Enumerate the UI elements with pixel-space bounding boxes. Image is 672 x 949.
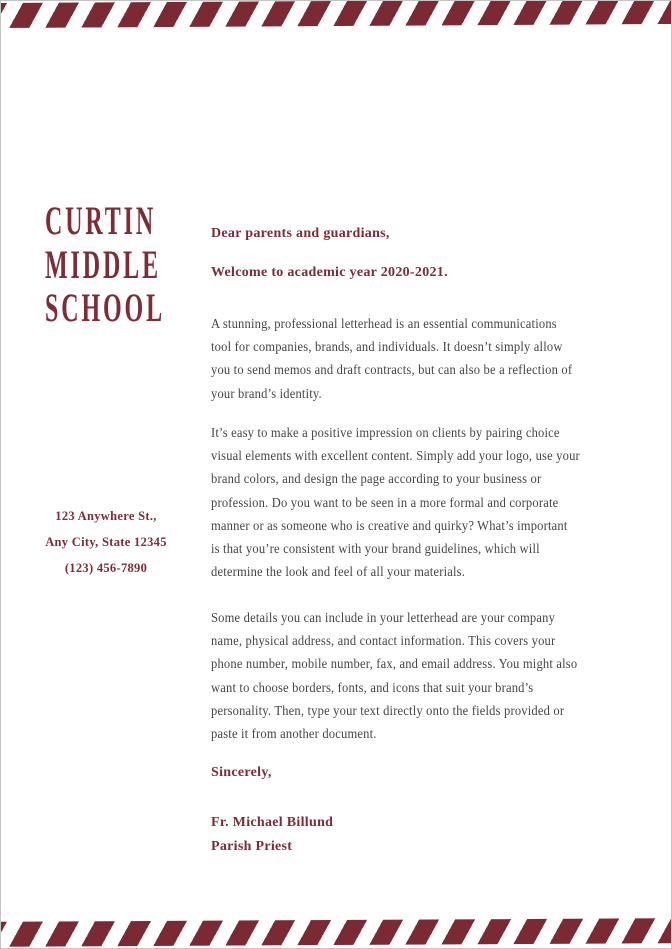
body-paragraph-1 — [211, 312, 572, 405]
logo-line-3: SCHOOL — [45, 285, 165, 330]
closing: Sincerely, — [211, 765, 272, 780]
body-line: Some details you can include in your letterhead are your company — [211, 610, 556, 625]
contact-address-block — [17, 503, 195, 581]
phone-number: (123) 456-7890 — [64, 561, 148, 575]
body-line: paste it from another document. — [211, 726, 377, 742]
body-line: is that you’re consistent with your brand guidelines, which will — [211, 541, 540, 557]
body-line: want to choose borders, fonts, and icons that suit your brand’s — [211, 679, 534, 695]
body-line: you to send memos and draft contracts, but can also be a reflection of — [211, 362, 573, 378]
body-line: brand colors, and design the page according to your business or — [211, 471, 542, 487]
signature-title: Parish Priest — [211, 839, 293, 854]
body-paragraph-2 — [211, 421, 580, 583]
body-line: determine the look and feel of all your materials. — [211, 564, 466, 580]
street-address: 123 Anywhere St., — [55, 509, 157, 523]
signature-name: Fr. Michael Billund — [211, 815, 334, 830]
logo-line-1: CURTIN — [45, 198, 157, 243]
body-line: visual elements with excellent content. Simply add your logo, use your — [211, 448, 580, 464]
body-line: profession. Do you want to be seen in a more formal and corporate — [211, 494, 559, 510]
body-line: phone number, mobile number, fax, and email address. You might also — [211, 656, 578, 672]
subject-line: Welcome to academic year 2020-2021. — [211, 265, 448, 280]
salutation: Dear parents and guardians, — [211, 226, 390, 241]
body-line: manner or as someone who is creative and quirky? What’s important — [211, 517, 568, 533]
body-line: your brand’s identity. — [211, 385, 322, 401]
logo-line-2: MIDDLE — [45, 241, 161, 287]
letter-body — [211, 1, 631, 948]
body-line: A stunning, professional letterhead is an essential communications — [211, 316, 557, 331]
body-line: It’s easy to make a positive impression on clients by pairing choice — [211, 425, 560, 440]
city-state-zip: Any City, State 12345 — [45, 535, 167, 549]
body-line: name, physical address, and contact information. This covers your — [211, 633, 556, 649]
body-line: personality. Then, type your text directly onto the fields provided or — [211, 702, 565, 718]
body-paragraph-3 — [211, 606, 577, 745]
body-line: tool for companies, brands, and individuals. It doesn’t simply allow — [211, 339, 563, 355]
